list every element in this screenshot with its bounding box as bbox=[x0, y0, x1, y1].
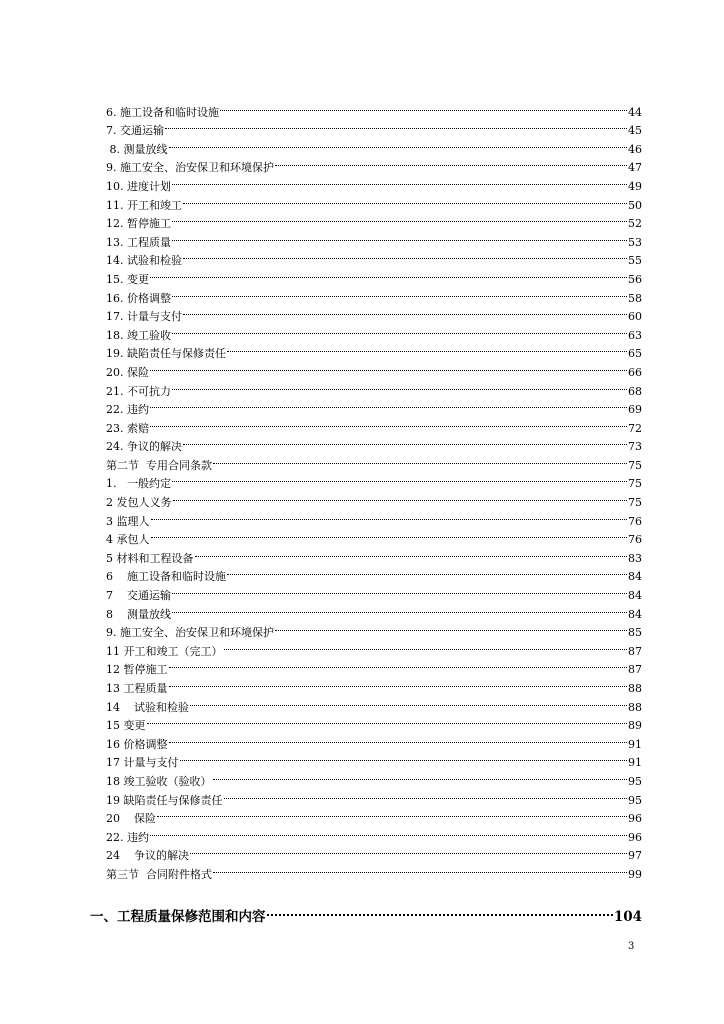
toc-leader-dots bbox=[224, 779, 628, 799]
toc-entry-label: 22. 违约 bbox=[106, 403, 149, 417]
toc-leader-dots bbox=[224, 630, 628, 650]
toc-leader-dots bbox=[169, 128, 628, 148]
toc-entry-label: 7 交通运输 bbox=[106, 589, 171, 603]
toc-leader-dots bbox=[172, 221, 627, 241]
toc-entry-label: 22. 违约 bbox=[106, 830, 149, 844]
toc-entry-page: 44 bbox=[628, 105, 642, 119]
toc-entry-label: 11 开工和竣工（完工） bbox=[106, 644, 223, 658]
toc-entry-page: 47 bbox=[628, 161, 642, 175]
toc-entry-page: 76 bbox=[628, 514, 642, 528]
toc-entry-page: 58 bbox=[628, 291, 642, 305]
toc-entry-page: 76 bbox=[628, 533, 642, 547]
toc-leader-dots bbox=[172, 277, 627, 297]
toc-entry-page: 91 bbox=[628, 756, 642, 770]
toc-leader-dots bbox=[172, 203, 627, 223]
page-number: 3 bbox=[628, 941, 635, 952]
toc-entry-page: 85 bbox=[628, 626, 642, 640]
toc-leader-dots bbox=[147, 705, 628, 725]
toc-leader-dots bbox=[267, 894, 613, 916]
toc-entry-label: 18 竣工验收（验收） bbox=[106, 774, 212, 788]
toc-main-entry-page: 104 bbox=[613, 909, 642, 925]
toc-entry-page: 95 bbox=[628, 793, 642, 807]
toc-entry-label: 10. 进度计划 bbox=[106, 179, 171, 193]
toc-entry-label: 23. 索赔 bbox=[106, 421, 149, 435]
toc-entry-page: 72 bbox=[628, 421, 642, 435]
toc-entry-page: 45 bbox=[628, 124, 642, 138]
toc-leader-dots bbox=[275, 612, 627, 632]
toc-entry-label: 2 发包人义务 bbox=[106, 496, 172, 510]
toc-entry-label: 14. 试验和检验 bbox=[106, 254, 182, 268]
toc-entry-label: 第二节 专用合同条款 bbox=[106, 458, 212, 472]
toc-leader-dots bbox=[150, 816, 627, 836]
toc-leader-dots bbox=[275, 147, 627, 167]
toc-leader-dots bbox=[150, 389, 627, 409]
toc-entry-label: 24. 争议的解决 bbox=[106, 440, 182, 454]
toc-leader-dots bbox=[169, 649, 628, 669]
toc-leader-dots bbox=[169, 723, 628, 743]
toc-leader-dots bbox=[172, 463, 627, 483]
toc-leader-dots bbox=[183, 426, 627, 446]
toc-leader-dots bbox=[220, 91, 627, 111]
toc-entry-label: 12. 暂停施工 bbox=[106, 217, 171, 231]
toc-leader-dots bbox=[173, 481, 628, 501]
toc-leader-dots bbox=[183, 240, 627, 260]
toc-entry-label: 8. 测量放线 bbox=[106, 142, 168, 156]
toc-entry-label: 19 缺陷责任与保修责任 bbox=[106, 793, 223, 807]
toc-main-entry[interactable] bbox=[90, 899, 642, 927]
toc-entry-page: 75 bbox=[628, 477, 642, 491]
toc-entry-label: 9. 施工安全、治安保卫和环境保护 bbox=[106, 626, 274, 640]
toc-entry-page: 65 bbox=[628, 347, 642, 361]
toc-entry-page: 50 bbox=[628, 198, 642, 212]
toc-entry-label: 11. 开工和竣工 bbox=[106, 198, 182, 212]
toc-leader-dots bbox=[213, 444, 627, 464]
toc-entry-page: 66 bbox=[628, 365, 642, 379]
toc-entry-page: 55 bbox=[628, 254, 642, 268]
toc-entry-page: 84 bbox=[628, 607, 642, 621]
toc-entry-label: 19. 缺陷责任与保修责任 bbox=[106, 347, 226, 361]
toc-entry-page: 95 bbox=[628, 774, 642, 788]
toc-leader-dots bbox=[180, 742, 628, 762]
toc-entry-page: 73 bbox=[628, 440, 642, 454]
toc-leader-dots bbox=[190, 835, 627, 855]
toc-entry-page: 99 bbox=[628, 867, 642, 881]
toc-entry-label: 20. 保险 bbox=[106, 365, 149, 379]
toc-entry-label: 15. 变更 bbox=[106, 272, 149, 286]
toc-entry-page: 75 bbox=[628, 496, 642, 510]
toc-entry-page: 46 bbox=[628, 142, 642, 156]
toc-entry-label: 7. 交通运输 bbox=[106, 124, 164, 138]
table-of-contents bbox=[106, 96, 642, 881]
toc-entry-page: 75 bbox=[628, 458, 642, 472]
toc-entry-label: 20 保险 bbox=[106, 812, 156, 826]
toc-entry-page: 96 bbox=[628, 812, 642, 826]
toc-entry-page: 52 bbox=[628, 217, 642, 231]
toc-entry-page: 68 bbox=[628, 384, 642, 398]
toc-entry-label: 21. 不可抗力 bbox=[106, 384, 171, 398]
toc-leader-dots bbox=[165, 110, 627, 130]
toc-entry-label: 第三节 合同附件格式 bbox=[106, 867, 212, 881]
toc-entry-page: 87 bbox=[628, 663, 642, 677]
toc-leader-dots bbox=[183, 296, 627, 316]
toc-entry-label: 5 材料和工程设备 bbox=[106, 551, 194, 565]
toc-leader-dots bbox=[150, 407, 627, 427]
toc-entry-page: 63 bbox=[628, 328, 642, 342]
toc-leader-dots bbox=[150, 351, 627, 371]
toc-entry-label: 16. 价格调整 bbox=[106, 291, 171, 305]
toc-entry-label: 12 暂停施工 bbox=[106, 663, 168, 677]
toc-entry-label: 1. 一般约定 bbox=[106, 477, 171, 491]
toc-leader-dots bbox=[157, 798, 627, 818]
toc-entry-page: 84 bbox=[628, 589, 642, 603]
toc-main-entry-label: 一、工程质量保修范围和内容 bbox=[90, 909, 266, 925]
toc-entry-page: 88 bbox=[628, 700, 642, 714]
toc-entry-page: 97 bbox=[628, 849, 642, 863]
toc-entry-label: 18. 竣工验收 bbox=[106, 328, 171, 342]
toc-leader-dots bbox=[213, 853, 627, 873]
toc-leader-dots bbox=[172, 593, 627, 613]
toc-leader-dots bbox=[150, 258, 627, 278]
toc-entry-page: 89 bbox=[628, 719, 642, 733]
toc-entry-page: 91 bbox=[628, 737, 642, 751]
toc-entry-label: 24 争议的解决 bbox=[106, 849, 189, 863]
toc-leader-dots bbox=[190, 686, 627, 706]
toc-leader-dots bbox=[227, 556, 627, 576]
toc-entry-label: 13. 工程质量 bbox=[106, 235, 171, 249]
toc-entry-label: 17. 计量与支付 bbox=[106, 310, 182, 324]
toc-entry-page: 69 bbox=[628, 403, 642, 417]
toc-entry-label: 6 施工设备和临时设施 bbox=[106, 570, 226, 584]
toc-leader-dots bbox=[169, 667, 628, 687]
toc-entry-label: 4 承包人 bbox=[106, 533, 150, 547]
toc-entry-page: 56 bbox=[628, 272, 642, 286]
toc-leader-dots bbox=[213, 760, 628, 780]
toc-entry-label: 9. 施工安全、治安保卫和环境保护 bbox=[106, 161, 274, 175]
toc-entry-page: 88 bbox=[628, 682, 642, 695]
toc-entry-label: 16 价格调整 bbox=[106, 737, 168, 751]
toc-leader-dots bbox=[195, 537, 628, 557]
toc-leader-dots bbox=[172, 574, 627, 594]
toc-entry-label: 3 监理人 bbox=[106, 514, 150, 528]
toc-entry-label: 15 变更 bbox=[106, 719, 146, 733]
toc-entry-label: 13 工程质量 bbox=[106, 682, 168, 695]
toc-leader-dots bbox=[172, 314, 627, 334]
toc-leader-dots bbox=[172, 165, 627, 185]
toc-entry-label: 6. 施工设备和临时设施 bbox=[106, 105, 219, 119]
toc-entry-page: 87 bbox=[628, 644, 642, 658]
toc-entry-page: 84 bbox=[628, 570, 642, 584]
toc-entry-label: 8 测量放线 bbox=[106, 607, 171, 621]
toc-leader-dots bbox=[151, 500, 628, 520]
toc-entry-page: 49 bbox=[628, 179, 642, 193]
toc-leader-dots bbox=[227, 333, 627, 353]
toc-entry-page: 60 bbox=[628, 310, 642, 324]
toc-leader-dots bbox=[172, 370, 627, 390]
toc-entry-page: 83 bbox=[628, 551, 642, 565]
toc-leader-dots bbox=[151, 519, 628, 539]
toc-entry-page: 96 bbox=[628, 830, 642, 844]
toc-leader-dots bbox=[183, 184, 627, 204]
toc-entry-page: 53 bbox=[628, 235, 642, 249]
toc-entry-label: 14 试验和检验 bbox=[106, 700, 189, 714]
toc-entry-label: 17 计量与支付 bbox=[106, 756, 179, 770]
